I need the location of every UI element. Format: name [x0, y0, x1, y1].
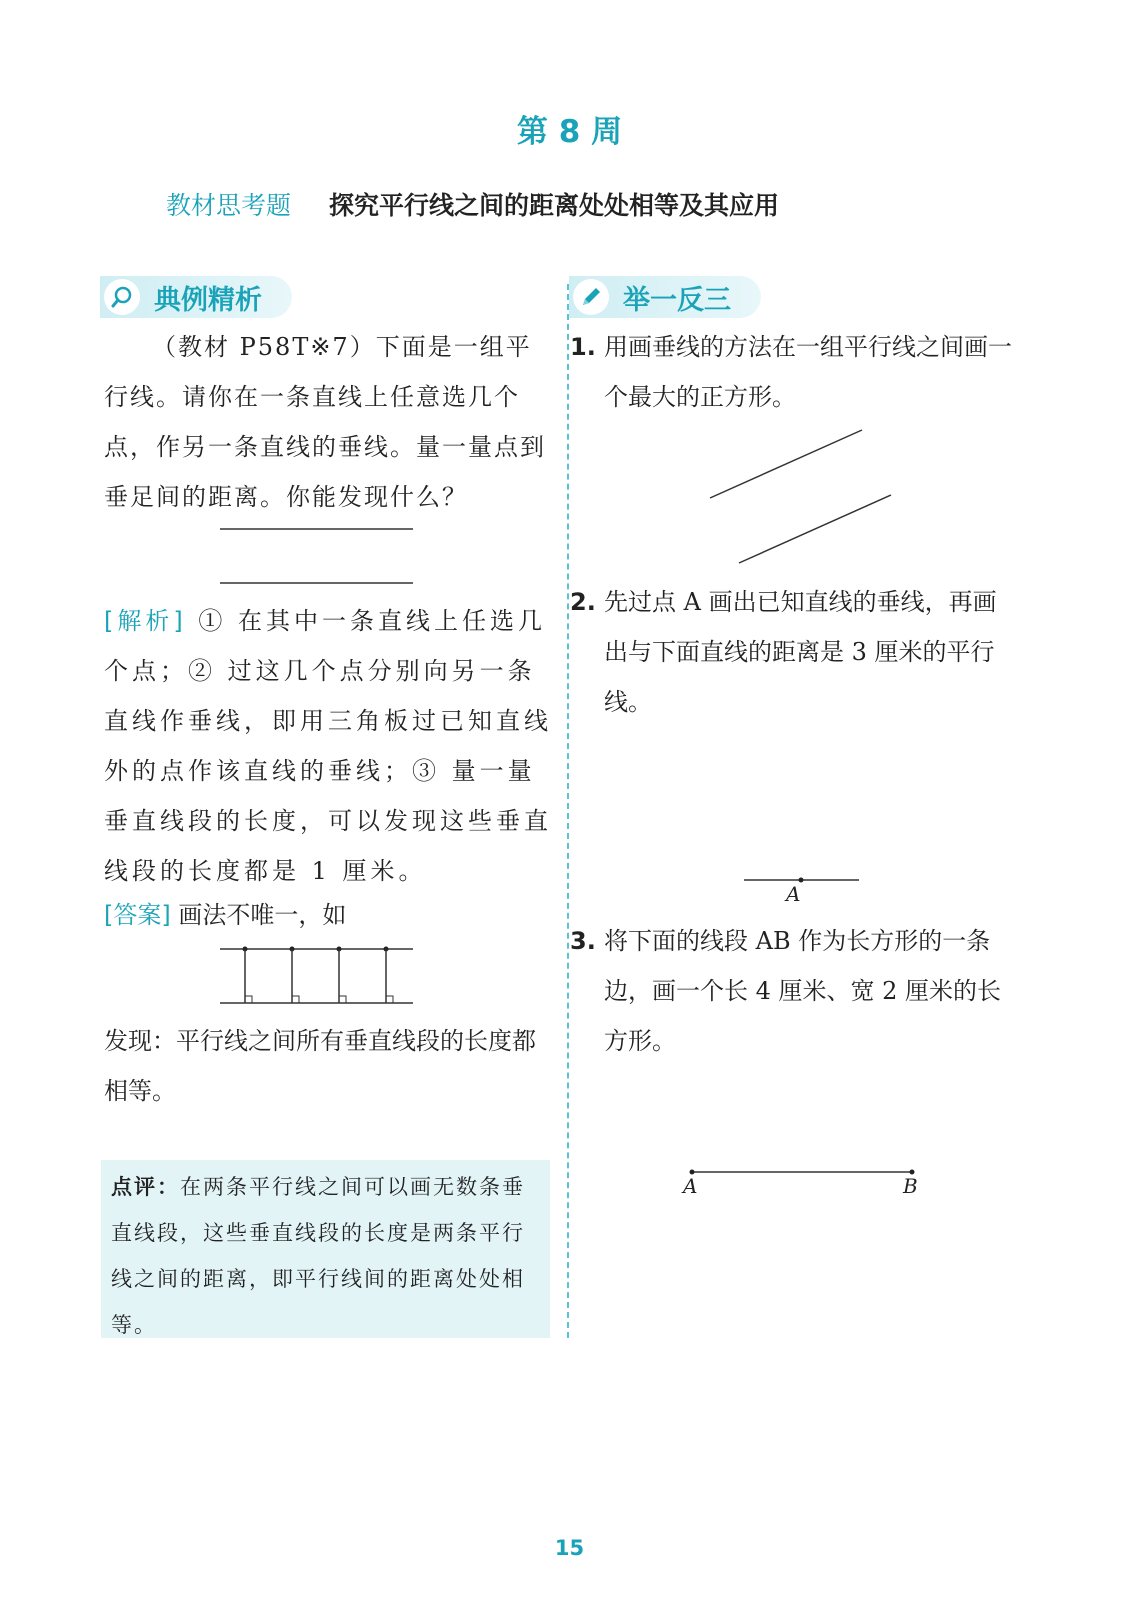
section-topic: 探究平行线之间的距离处处相等及其应用: [328, 191, 779, 220]
question-3-number: 3.: [570, 927, 596, 955]
week-title: 第 8 周: [516, 114, 623, 150]
question-1-number: 1.: [570, 333, 596, 361]
endpoint-b-label: B: [903, 1174, 918, 1198]
analysis-text: ① 在其中一条直线上任选几个点；② 过这几个点分别向另一条直线作垂线，即用三角板过已知直线外的点作该直线的垂线；③ 量一量垂直线段的长度，可以发现这些垂直线段的长度都是 1 厘米。: [104, 607, 552, 885]
question-2-number: 2.: [570, 588, 596, 616]
answer-text: 画法不唯一，如: [178, 901, 347, 929]
section-tag: 教材思考题: [166, 191, 292, 220]
question-3-text: 将下面的线段 AB 作为长方形的一条边，画一个长 4 厘米、宽 2 厘米的长方形。: [604, 927, 1002, 1055]
answer-label: [答案]: [104, 901, 171, 929]
finding-text: 发现：平行线之间所有垂直线段的长度都相等。: [104, 1027, 536, 1105]
question-2-text: 先过点 A 画出已知直线的垂线，再画出与下面直线的距离是 3 厘米的平行线。: [604, 588, 997, 716]
comment-label: 点评：: [111, 1175, 180, 1199]
comment-text: 在两条平行线之间可以画无数条垂直线段，这些垂直线段的长度是两条平行线之间的距离，即平行线间的距离处处相等。: [111, 1175, 525, 1337]
endpoint-a-label: A: [683, 1174, 698, 1198]
example-heading-label: 典例精析: [154, 284, 262, 316]
question-1-text: 用画垂线的方法在一组平行线之间画一个最大的正方形。: [604, 333, 1012, 411]
example-problem: （教材 P58T※7）下面是一组平行线。请你在一条直线上任意选几个点，作另一条直线的垂线。量一量点到垂足间的距离。你能发现什么？: [104, 333, 546, 511]
page-number: 15: [554, 1536, 585, 1560]
analysis-label: [解析]: [104, 607, 187, 635]
practice-heading-label: 举一反三: [623, 284, 731, 316]
point-a-label: A: [786, 882, 801, 906]
